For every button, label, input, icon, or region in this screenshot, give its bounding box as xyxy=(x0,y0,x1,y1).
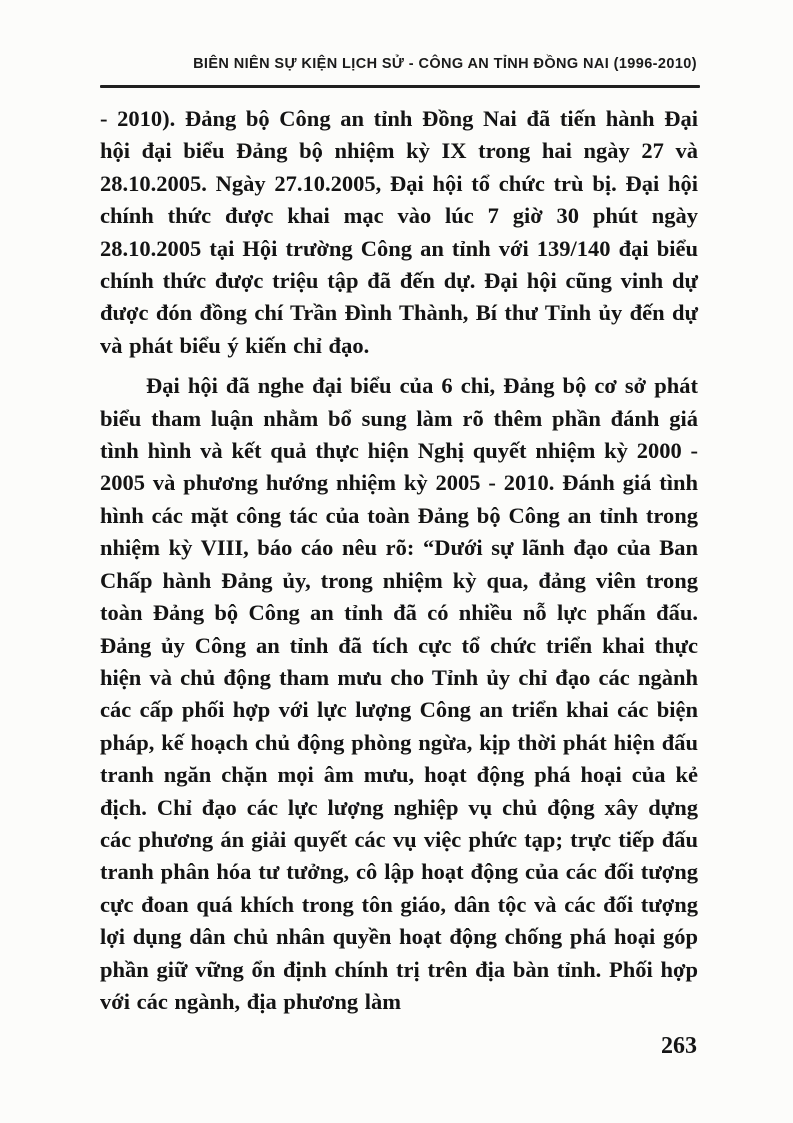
paragraph-2: Đại hội đã nghe đại biểu của 6 chi, Đảng bộ cơ sở phát biểu tham luận nhằm bổ sung làm rõ thêm phần đánh giá tình hình và kết quả thực hiện Nghị quyết nhiệm kỳ 2000 - 2005 và phương hướng nhiệm kỳ 2005 - 2010. Đánh giá tình hình các mặt công tác của toàn Đảng bộ Công an tỉnh trong nhiệm kỳ VIII, báo cáo nêu rõ: “Dưới sự lãnh đạo của Ban Chấp hành Đảng ủy, trong nhiệm kỳ qua, đảng viên trong toàn Đảng bộ Công an tỉnh đã có nhiều nỗ lực phấn đấu. Đảng ủy Công an tỉnh đã tích cực tổ chức triển khai thực hiện và chủ động tham mưu cho Tỉnh ủy chỉ đạo các ngành các cấp phối hợp với lực lượng Công an triển khai các biện pháp, kế hoạch chủ động phòng ngừa, kịp thời phát hiện đấu tranh ngăn chặn mọi âm mưu, hoạt động phá hoại của kẻ địch. Chỉ đạo các lực lượng nghiệp vụ chủ động xây dựng các phương án giải quyết các vụ việc phức tạp; trực tiếp đấu tranh phân hóa tư tưởng, cô lập hoạt động của các đối tượng cực đoan quá khích trong tôn giáo, dân tộc và các đối tượng lợi dụng dân chủ nhân quyền hoạt động chống phá hoại góp phần giữ vững ổn định chính trị trên địa bàn tỉnh. Phối hợp với các ngành, địa phương làm xyxy=(100,373,698,1014)
page-number: 263 xyxy=(661,1033,697,1059)
running-header-title: BIÊN NIÊN SỰ KIỆN LỊCH SỬ - CÔNG AN TỈNH ĐỒNG NAI (1996-2010) xyxy=(193,56,697,72)
page-body xyxy=(100,103,698,1018)
paragraph-1: - 2010). Đảng bộ Công an tỉnh Đồng Nai đã tiến hành Đại hội đại biểu Đảng bộ nhiệm kỳ IX trong hai ngày 27 và 28.10.2005. Ngày 27.10.2005, Đại hội tổ chức trù bị. Đại hội chính thức được khai mạc vào lúc 7 giờ 30 phút ngày 28.10.2005 tại Hội trường Công an tỉnh với 139/140 đại biểu chính thức được triệu tập đã đến dự. Đại hội cũng vinh dự được đón đồng chí Trần Đình Thành, Bí thư Tỉnh ủy đến dự và phát biểu ý kiến chỉ đạo. xyxy=(100,106,698,358)
header-rule xyxy=(100,85,700,88)
